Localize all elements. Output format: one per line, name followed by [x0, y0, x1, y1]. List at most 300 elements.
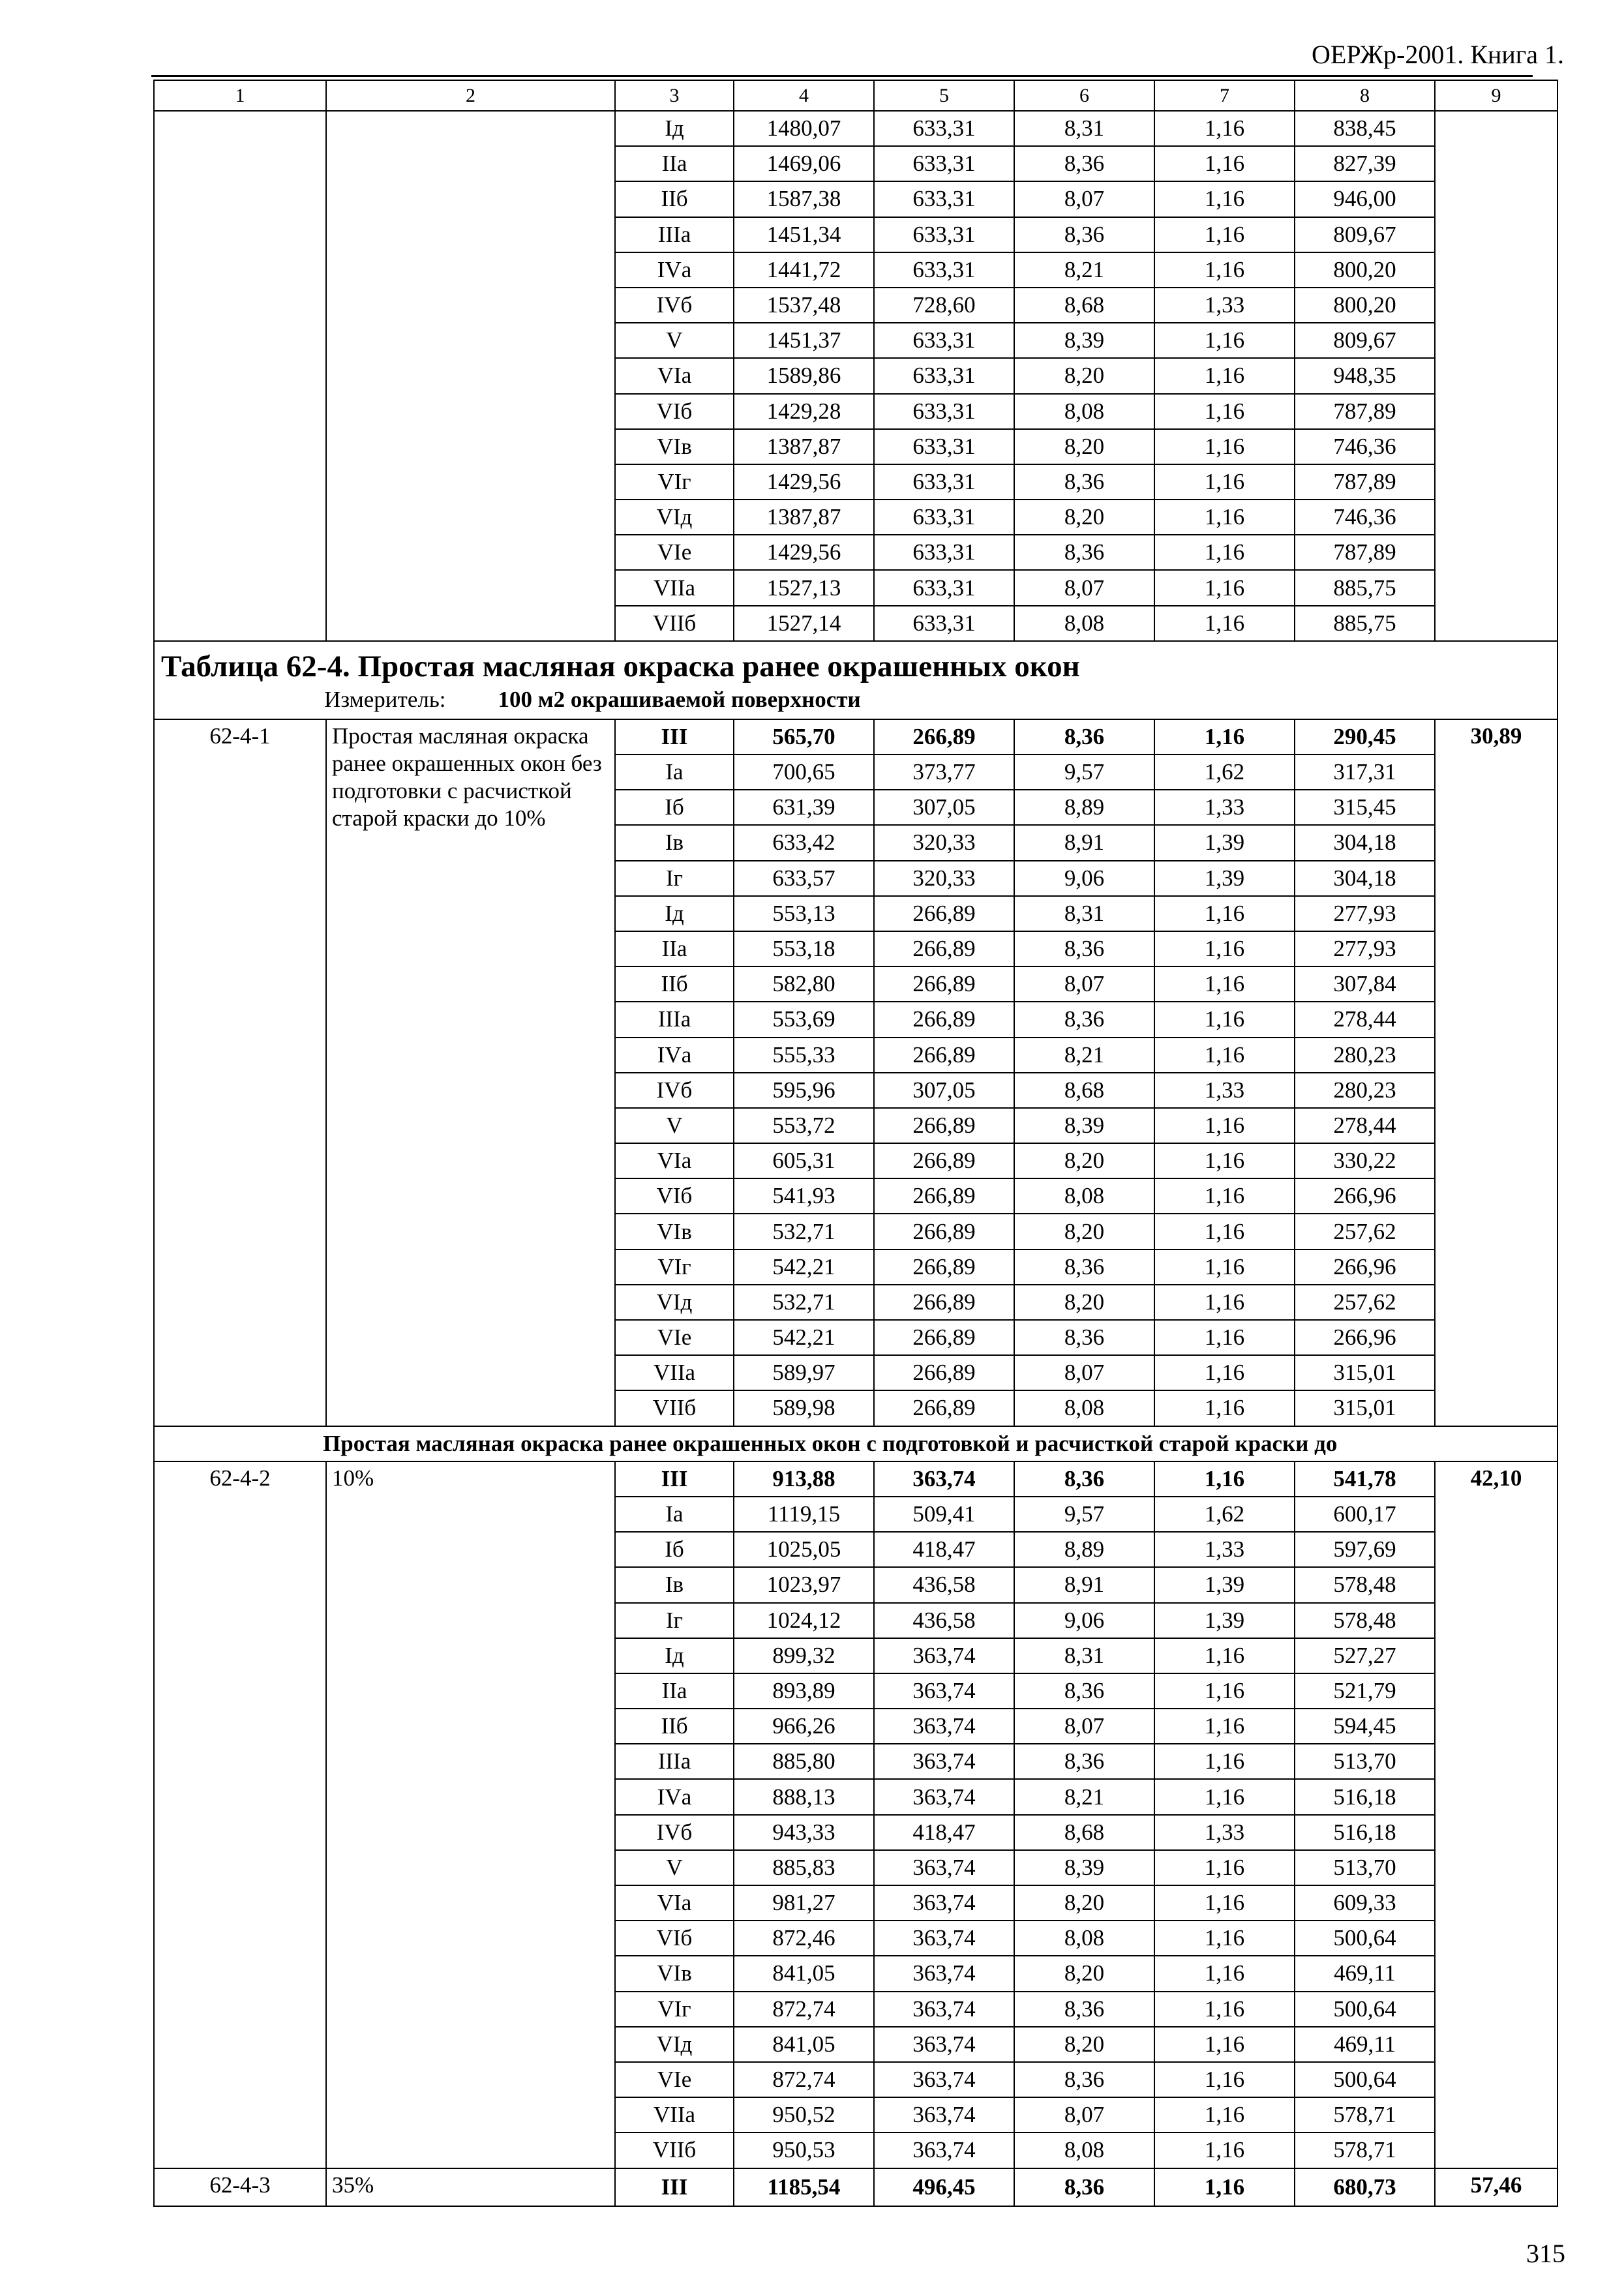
value-cell: 1480,07	[734, 111, 874, 146]
value-cell: 266,89	[874, 1355, 1014, 1390]
value-cell: 277,93	[1295, 931, 1435, 966]
value-cell: 266,96	[1295, 1178, 1435, 1214]
measure-value: 100 м2 окрашиваемой поверхности	[498, 686, 861, 712]
zone-cell: Iб	[615, 1532, 734, 1567]
value-cell: 8,07	[1014, 181, 1154, 217]
value-cell: 8,08	[1014, 2132, 1154, 2168]
value-cell: 8,07	[1014, 2097, 1154, 2132]
column-number: 2	[326, 80, 615, 111]
value-cell: 872,74	[734, 1992, 874, 2027]
column-number: 6	[1014, 80, 1154, 111]
value-cell: 8,08	[1014, 394, 1154, 429]
value-cell: 827,39	[1295, 146, 1435, 181]
zone-cell: VIа	[615, 358, 734, 393]
value-cell: 363,74	[874, 1850, 1014, 1885]
value-cell: 266,89	[874, 1108, 1014, 1143]
value-cell: 553,72	[734, 1108, 874, 1143]
zone-cell: IIб	[615, 966, 734, 1002]
value-cell: 1,33	[1154, 288, 1295, 323]
value-cell: 1,16	[1154, 1355, 1295, 1390]
value-cell: 8,08	[1014, 606, 1154, 641]
value-cell: 633,31	[874, 252, 1014, 288]
zone-cell: IVа	[615, 252, 734, 288]
value-cell: 500,64	[1295, 2062, 1435, 2097]
table-title-cell	[154, 641, 1557, 719]
measure-line	[324, 685, 1550, 715]
value-cell: 555,33	[734, 1038, 874, 1073]
value-cell: 578,71	[1295, 2132, 1435, 2168]
value-cell: 633,57	[734, 861, 874, 896]
value-cell: 469,11	[1295, 2027, 1435, 2062]
value-cell: 521,79	[1295, 1673, 1435, 1709]
value-cell: 1,62	[1154, 755, 1295, 790]
value-cell: 9,57	[1014, 1497, 1154, 1532]
value-cell: 496,45	[874, 2168, 1014, 2206]
value-cell: 1,16	[1154, 252, 1295, 288]
value-cell: 8,36	[1014, 464, 1154, 500]
value-cell: 633,31	[874, 500, 1014, 535]
table-title-row	[154, 641, 1557, 719]
value-cell: 8,39	[1014, 1108, 1154, 1143]
value-cell: 943,33	[734, 1815, 874, 1850]
zone-cell: IIа	[615, 146, 734, 181]
value-cell: 266,89	[874, 1002, 1014, 1037]
value-cell: 787,89	[1295, 464, 1435, 500]
value-cell: 277,93	[1295, 896, 1435, 931]
value-cell: 304,18	[1295, 825, 1435, 860]
value-cell: 257,62	[1295, 1214, 1435, 1249]
value-cell: 8,36	[1014, 1249, 1154, 1285]
value-cell: 363,74	[874, 1921, 1014, 1956]
value-cell: 966,26	[734, 1709, 874, 1744]
column-number: 4	[734, 80, 874, 111]
value-cell: 809,67	[1295, 323, 1435, 358]
value-cell: 363,74	[874, 1673, 1014, 1709]
zone-cell: V	[615, 323, 734, 358]
value-cell: 1,62	[1154, 1497, 1295, 1532]
value-cell: 436,58	[874, 1567, 1014, 1602]
total-cell: 57,46	[1435, 2168, 1557, 2206]
value-cell: 1,39	[1154, 1603, 1295, 1638]
value-cell: 542,21	[734, 1320, 874, 1355]
zone-cell: VIв	[615, 1956, 734, 1991]
value-cell: 578,48	[1295, 1603, 1435, 1638]
value-cell: 1,16	[1154, 535, 1295, 570]
value-cell: 800,20	[1295, 288, 1435, 323]
value-cell: 278,44	[1295, 1002, 1435, 1037]
zone-cell: VIд	[615, 2027, 734, 2062]
value-cell: 8,91	[1014, 825, 1154, 860]
value-cell: 363,74	[874, 1709, 1014, 1744]
value-cell: 594,45	[1295, 1709, 1435, 1744]
zone-cell: Iа	[615, 1497, 734, 1532]
page-number: 315	[1526, 2239, 1565, 2268]
value-cell: 888,13	[734, 1779, 874, 1814]
value-cell: 1,33	[1154, 1815, 1295, 1850]
value-cell: 8,20	[1014, 358, 1154, 393]
zone-cell: VIIб	[615, 1390, 734, 1426]
value-cell: 266,89	[874, 1178, 1014, 1214]
value-cell: 1025,05	[734, 1532, 874, 1567]
value-cell: 8,39	[1014, 323, 1154, 358]
column-number: 8	[1295, 80, 1435, 111]
value-cell: 1,16	[1154, 2132, 1295, 2168]
zone-cell: VIб	[615, 1921, 734, 1956]
value-cell: 633,31	[874, 606, 1014, 641]
value-cell: 266,89	[874, 931, 1014, 966]
value-cell: 266,96	[1295, 1320, 1435, 1355]
value-cell: 1527,14	[734, 606, 874, 641]
value-cell: 597,69	[1295, 1532, 1435, 1567]
value-cell: 1429,56	[734, 464, 874, 500]
value-cell: 872,46	[734, 1921, 874, 1956]
value-cell: 1,16	[1154, 181, 1295, 217]
value-cell: 1,16	[1154, 1249, 1295, 1285]
value-cell: 1,16	[1154, 464, 1295, 500]
value-cell: 8,36	[1014, 535, 1154, 570]
value-cell: 8,07	[1014, 1709, 1154, 1744]
value-cell: 8,89	[1014, 1532, 1154, 1567]
value-cell: 315,01	[1295, 1390, 1435, 1426]
value-cell: 541,93	[734, 1178, 874, 1214]
value-cell: 8,36	[1014, 1744, 1154, 1779]
value-cell: 680,73	[1295, 2168, 1435, 2206]
value-cell: 1,16	[1154, 719, 1295, 755]
value-cell: 266,89	[874, 1390, 1014, 1426]
value-cell: 950,53	[734, 2132, 874, 2168]
column-number: 7	[1154, 80, 1295, 111]
table-title: Таблица 62-4. Простая масляная окраска ранее окрашенных окон	[161, 649, 1080, 683]
value-cell: 1451,34	[734, 217, 874, 252]
value-cell: 1387,87	[734, 500, 874, 535]
value-cell: 1387,87	[734, 429, 874, 464]
zone-cell: VIIб	[615, 606, 734, 641]
zone-cell: Iд	[615, 1638, 734, 1673]
value-cell: 1,16	[1154, 1390, 1295, 1426]
value-cell: 513,70	[1295, 1744, 1435, 1779]
measure-label: Измеритель:	[324, 686, 446, 712]
value-cell: 266,89	[874, 1143, 1014, 1178]
value-cell: 1,39	[1154, 1567, 1295, 1602]
value-cell: 8,08	[1014, 1178, 1154, 1214]
zone-cell: V	[615, 1108, 734, 1143]
value-cell: 8,08	[1014, 1390, 1154, 1426]
value-cell: 1,39	[1154, 861, 1295, 896]
zone-cell: VIв	[615, 429, 734, 464]
value-cell: 578,71	[1295, 2097, 1435, 2132]
value-cell: 8,89	[1014, 790, 1154, 825]
sub-title: Простая масляная окраска ранее окрашенных окон с подготовкой и расчисткой старой краски до	[154, 1426, 1557, 1461]
value-cell: 500,64	[1295, 1992, 1435, 2027]
zone-cell: Iв	[615, 1567, 734, 1602]
value-cell: 1,16	[1154, 1143, 1295, 1178]
value-cell: 8,31	[1014, 1638, 1154, 1673]
value-cell: 266,89	[874, 719, 1014, 755]
value-cell: 633,31	[874, 464, 1014, 500]
value-cell: 363,74	[874, 2027, 1014, 2062]
code-cell: 62-4-3	[154, 2168, 326, 2206]
zone-cell: VIг	[615, 464, 734, 500]
column-number: 1	[154, 80, 326, 111]
zone-cell: IIа	[615, 1673, 734, 1709]
value-cell: 469,11	[1295, 1956, 1435, 1991]
value-cell: 1469,06	[734, 146, 874, 181]
value-cell: 8,36	[1014, 1002, 1154, 1037]
value-cell: 1,33	[1154, 790, 1295, 825]
value-cell: 1,16	[1154, 1885, 1295, 1921]
zone-cell: VIе	[615, 535, 734, 570]
value-cell: 1,16	[1154, 2027, 1295, 2062]
value-cell: 1537,48	[734, 288, 874, 323]
value-cell: 8,36	[1014, 2168, 1154, 2206]
value-cell: 280,23	[1295, 1038, 1435, 1073]
zone-cell: VIд	[615, 500, 734, 535]
value-cell: 1,16	[1154, 323, 1295, 358]
value-cell: 1,16	[1154, 1002, 1295, 1037]
zone-cell: Iа	[615, 755, 734, 790]
value-cell: 1,16	[1154, 1461, 1295, 1497]
value-cell: 266,89	[874, 1038, 1014, 1073]
value-cell: 589,97	[734, 1355, 874, 1390]
table-row	[154, 1461, 1557, 1497]
value-cell: 8,07	[1014, 570, 1154, 605]
value-cell: 899,32	[734, 1638, 874, 1673]
value-cell: 9,06	[1014, 861, 1154, 896]
value-cell: 1429,28	[734, 394, 874, 429]
value-cell: 885,75	[1295, 570, 1435, 605]
value-cell: 633,31	[874, 146, 1014, 181]
value-cell: 1,16	[1154, 1638, 1295, 1673]
value-cell: 1,16	[1154, 896, 1295, 931]
value-cell: 633,31	[874, 429, 1014, 464]
value-cell: 633,31	[874, 535, 1014, 570]
zone-cell: VIа	[615, 1143, 734, 1178]
value-cell: 363,74	[874, 1461, 1014, 1497]
table-row	[154, 111, 1557, 146]
value-cell: 373,77	[874, 755, 1014, 790]
value-cell: 266,89	[874, 1214, 1014, 1249]
value-cell: 8,36	[1014, 931, 1154, 966]
value-cell: 746,36	[1295, 500, 1435, 535]
value-cell: 841,05	[734, 1956, 874, 1991]
value-cell: 553,13	[734, 896, 874, 931]
value-cell: 1,16	[1154, 1956, 1295, 1991]
value-cell: 1,16	[1154, 1921, 1295, 1956]
value-cell: 8,07	[1014, 966, 1154, 1002]
zone-cell: V	[615, 1850, 734, 1885]
value-cell: 946,00	[1295, 181, 1435, 217]
value-cell: 266,89	[874, 896, 1014, 931]
value-cell: 1,16	[1154, 1673, 1295, 1709]
code-cell: 62-4-2	[154, 1461, 326, 2168]
zone-cell: VIг	[615, 1249, 734, 1285]
value-cell: 589,98	[734, 1390, 874, 1426]
value-cell: 633,31	[874, 323, 1014, 358]
value-cell: 1,16	[1154, 1779, 1295, 1814]
value-cell: 266,89	[874, 966, 1014, 1002]
code-cell	[154, 111, 326, 641]
value-cell: 1,16	[1154, 429, 1295, 464]
value-cell: 633,31	[874, 181, 1014, 217]
value-cell: 516,18	[1295, 1779, 1435, 1814]
description-cell	[326, 111, 615, 641]
value-cell: 633,42	[734, 825, 874, 860]
value-cell: 513,70	[1295, 1850, 1435, 1885]
value-cell: 1,16	[1154, 931, 1295, 966]
value-cell: 317,31	[1295, 755, 1435, 790]
total-cell: 30,89	[1435, 719, 1557, 1426]
zone-cell: VIIа	[615, 570, 734, 605]
value-cell: 290,45	[1295, 719, 1435, 755]
value-cell: 8,20	[1014, 1285, 1154, 1320]
value-cell: 8,20	[1014, 1956, 1154, 1991]
value-cell: 363,74	[874, 1885, 1014, 1921]
value-cell: 885,80	[734, 1744, 874, 1779]
value-cell: 527,27	[1295, 1638, 1435, 1673]
value-cell: 363,74	[874, 1779, 1014, 1814]
value-cell: 600,17	[1295, 1497, 1435, 1532]
value-cell: 1,16	[1154, 2168, 1295, 2206]
value-cell: 8,20	[1014, 429, 1154, 464]
value-cell: 266,89	[874, 1285, 1014, 1320]
value-cell: 330,22	[1295, 1143, 1435, 1178]
value-cell: 8,36	[1014, 2062, 1154, 2097]
value-cell: 8,36	[1014, 1461, 1154, 1497]
value-cell: 841,05	[734, 2027, 874, 2062]
value-cell: 8,21	[1014, 252, 1154, 288]
value-cell: 633,31	[874, 111, 1014, 146]
zone-cell: VIд	[615, 1285, 734, 1320]
code-cell: 62-4-1	[154, 719, 326, 1426]
zone-cell: Iг	[615, 861, 734, 896]
value-cell: 509,41	[874, 1497, 1014, 1532]
value-cell: 893,89	[734, 1673, 874, 1709]
value-cell: 9,06	[1014, 1603, 1154, 1638]
value-cell: 1,16	[1154, 2062, 1295, 2097]
value-cell: 1,33	[1154, 1532, 1295, 1567]
column-number: 3	[615, 80, 734, 111]
zone-cell: Iд	[615, 896, 734, 931]
zone-cell: IVб	[615, 1815, 734, 1850]
value-cell: 532,71	[734, 1214, 874, 1249]
value-cell: 363,74	[874, 2062, 1014, 2097]
value-cell: 320,33	[874, 825, 1014, 860]
value-cell: 363,74	[874, 2132, 1014, 2168]
zone-cell: IVб	[615, 288, 734, 323]
zone-cell: IIIа	[615, 217, 734, 252]
value-cell: 8,36	[1014, 1992, 1154, 2027]
value-cell: 8,21	[1014, 1038, 1154, 1073]
value-cell: 8,36	[1014, 1320, 1154, 1355]
value-cell: 8,36	[1014, 719, 1154, 755]
value-cell: 516,18	[1295, 1815, 1435, 1850]
value-cell: 307,84	[1295, 966, 1435, 1002]
value-cell: 595,96	[734, 1073, 874, 1108]
value-cell: 728,60	[874, 288, 1014, 323]
value-cell: 363,74	[874, 1992, 1014, 2027]
value-cell: 605,31	[734, 1143, 874, 1178]
value-cell: 1429,56	[734, 535, 874, 570]
description-cell: 10%	[326, 1461, 615, 2168]
value-cell: 633,31	[874, 358, 1014, 393]
value-cell: 700,65	[734, 755, 874, 790]
value-cell: 578,48	[1295, 1567, 1435, 1602]
value-cell: 1185,54	[734, 2168, 874, 2206]
value-cell: 1,16	[1154, 358, 1295, 393]
value-cell: 787,89	[1295, 535, 1435, 570]
value-cell: 8,07	[1014, 1355, 1154, 1390]
total-cell: 42,10	[1435, 1461, 1557, 2168]
value-cell: 1,16	[1154, 606, 1295, 641]
value-cell: 582,80	[734, 966, 874, 1002]
value-cell: 266,96	[1295, 1249, 1435, 1285]
zone-cell: VIIа	[615, 1355, 734, 1390]
value-cell: 1023,97	[734, 1567, 874, 1602]
value-cell: 8,36	[1014, 217, 1154, 252]
value-cell: 500,64	[1295, 1921, 1435, 1956]
zone-cell: IIIа	[615, 1744, 734, 1779]
zone-cell: VIб	[615, 394, 734, 429]
value-cell: 418,47	[874, 1815, 1014, 1850]
value-cell: 746,36	[1295, 429, 1435, 464]
value-cell: 8,68	[1014, 1815, 1154, 1850]
value-cell: 1451,37	[734, 323, 874, 358]
value-cell: 1119,15	[734, 1497, 874, 1532]
value-cell: 315,01	[1295, 1355, 1435, 1390]
zone-cell: VIг	[615, 1992, 734, 2027]
column-number: 9	[1435, 80, 1557, 111]
value-cell: 1441,72	[734, 252, 874, 288]
value-cell: 565,70	[734, 719, 874, 755]
value-cell: 1,16	[1154, 1108, 1295, 1143]
value-cell: 307,05	[874, 1073, 1014, 1108]
value-cell: 809,67	[1295, 217, 1435, 252]
value-cell: 8,31	[1014, 896, 1154, 931]
value-cell: 8,21	[1014, 1779, 1154, 1814]
value-cell: 436,58	[874, 1603, 1014, 1638]
zone-cell: III	[615, 1461, 734, 1497]
value-cell: 1587,38	[734, 181, 874, 217]
value-cell: 1,16	[1154, 570, 1295, 605]
value-cell: 1,16	[1154, 1850, 1295, 1885]
value-cell: 257,62	[1295, 1285, 1435, 1320]
value-cell: 1,16	[1154, 1992, 1295, 2027]
table-row	[154, 719, 1557, 755]
zone-cell: IVа	[615, 1779, 734, 1814]
value-cell: 1,16	[1154, 1178, 1295, 1214]
value-cell: 787,89	[1295, 394, 1435, 429]
rates-table	[153, 80, 1558, 2207]
zone-cell: Iд	[615, 111, 734, 146]
zone-cell: Iг	[615, 1603, 734, 1638]
value-cell: 320,33	[874, 861, 1014, 896]
value-cell: 1,16	[1154, 1320, 1295, 1355]
description-cell: Простая масляная окраска ранее окрашенных окон без подготовки с расчисткой старой краски до 10%	[326, 719, 615, 1426]
table-row	[154, 2168, 1557, 2206]
value-cell: 553,18	[734, 931, 874, 966]
value-cell: 8,20	[1014, 1214, 1154, 1249]
zone-cell: IIа	[615, 931, 734, 966]
zone-cell: VIа	[615, 1885, 734, 1921]
value-cell: 1589,86	[734, 358, 874, 393]
value-cell: 266,89	[874, 1249, 1014, 1285]
value-cell: 363,74	[874, 1956, 1014, 1991]
value-cell: 8,68	[1014, 288, 1154, 323]
value-cell: 8,36	[1014, 146, 1154, 181]
zone-cell: VIв	[615, 1214, 734, 1249]
value-cell: 981,27	[734, 1885, 874, 1921]
sub-title-row	[154, 1426, 1557, 1461]
